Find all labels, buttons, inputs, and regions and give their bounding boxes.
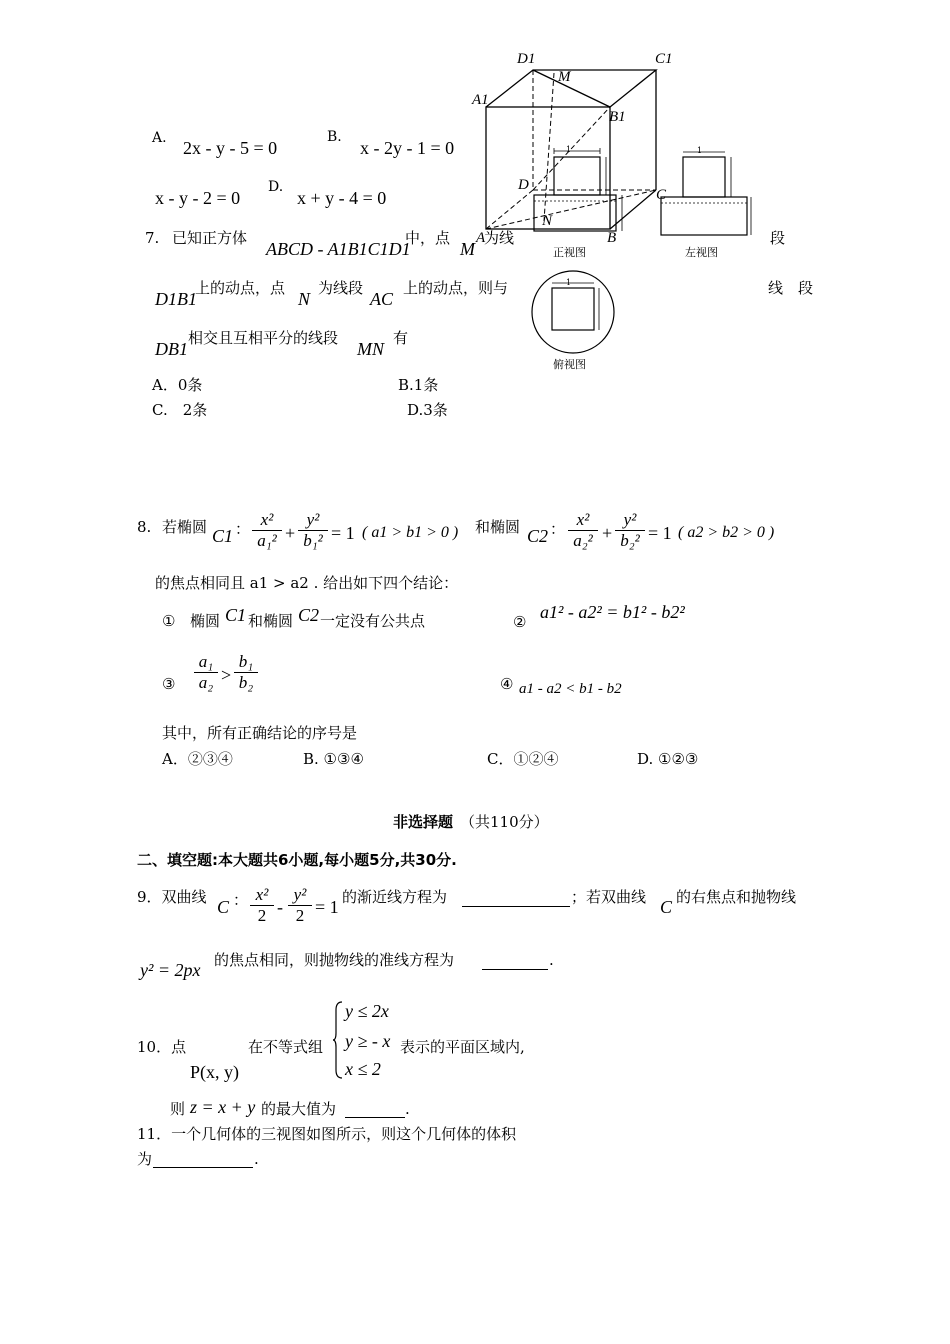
q8-s1-c2: C2 [298, 605, 320, 625]
q9-text4: 的焦点相同，则抛物线的准线方程为 [214, 951, 455, 969]
q7-seg-d1b1: D1B1 [155, 289, 197, 309]
q10-zexpr: z = x + y [190, 1097, 256, 1117]
label-m: M [558, 69, 571, 85]
side-view [655, 145, 765, 240]
q8-frac-y2-b1: y² b₁² [298, 511, 328, 550]
q10-number: 10．点 [137, 1038, 187, 1056]
q7-cube-name: ABCD - A1B1C1D1 [266, 239, 411, 259]
top-view-square [552, 288, 594, 330]
q8-cond1: ( a1 > b1 > 0 ) [362, 524, 459, 541]
q7-seg-ac: AC [370, 289, 394, 309]
q8-s1-text1: 椭圆 [190, 612, 221, 630]
q7-text7: 相交且互相平分的线段 [188, 329, 339, 347]
q9-number: 9．双曲线 [137, 888, 207, 906]
q7-text1: 已知正方体 [172, 229, 248, 247]
q6-option-a-label: A. [152, 130, 167, 146]
q7-text5: 为线段 [318, 279, 364, 297]
q8-text-and: 和椭圆 [475, 518, 521, 536]
q8-frac-a1-a2: a₁ a₂ [194, 653, 218, 692]
top-view [528, 268, 618, 356]
q9-text2: ；若双曲线 [571, 888, 647, 906]
front-view-caption: 正视图 [553, 246, 586, 259]
q8-c1: C1 [212, 526, 234, 546]
side-view-dim: 1 [697, 146, 703, 155]
q7-point-m: M [460, 239, 475, 259]
q8-frac-x2-a2: x² a₂² [568, 511, 598, 550]
q7-option-a: A．0条 [152, 376, 203, 394]
front-view-dim: 1 [566, 145, 572, 154]
q8-frac-x2-a1: x² a₁² [252, 511, 282, 550]
q7-text4: 上的动点，点 [195, 279, 286, 297]
q6-option-d-label: D. [268, 179, 284, 195]
q9-c: C [217, 897, 230, 917]
q9-blank1[interactable] [462, 890, 570, 907]
q8-cond2: ( a2 > b2 > 0 ) [678, 524, 775, 541]
q8-s1-text3: 一定没有公共点 [320, 612, 426, 630]
section-score: （共110分） [460, 813, 549, 831]
q6-option-c-expr: x - y - 2 = 0 [155, 188, 241, 208]
q8-option-a: A．②③④ [162, 750, 233, 768]
q11-line1: 11．一个几何体的三视图如图所示，则这个几何体的体积 [137, 1125, 517, 1143]
front-view [530, 145, 620, 240]
q7-tail2: 线 段 [768, 279, 814, 297]
q10-text3: 则 [170, 1100, 186, 1118]
q10-text2: 表示的平面区域内, [400, 1038, 525, 1056]
label-c: C [656, 187, 667, 203]
q11-end: . [254, 1150, 259, 1168]
q6-option-b-expr: x - 2y - 1 = 0 [360, 138, 455, 158]
top-view-caption: 俯视图 [553, 358, 586, 371]
top-view-dim: 1 [566, 278, 572, 287]
q9-c2: C [660, 897, 673, 917]
side-view-caption: 左视图 [685, 246, 718, 259]
q7-point-n: N [298, 289, 311, 309]
q6-option-a-expr: 2x - y - 5 = 0 [183, 138, 278, 158]
q6-option-b-label: B. [327, 129, 342, 145]
q8-line2: 的焦点相同且 a1 > a2 . 给出如下四个结论： [155, 574, 459, 592]
q8-option-c: C．①②④ [487, 750, 559, 768]
q7-option-d: D.3条 [407, 401, 448, 419]
q7-option-c: C. 2条 [152, 401, 208, 419]
q8-s4-expr: a1 - a2 < b1 - b2 [519, 681, 622, 697]
q8-frac-y2-b2: y² b₂² [615, 511, 645, 550]
q7-text6: 上的动点，则与 [403, 279, 509, 297]
section-title: 非选择题 [393, 813, 454, 831]
q8-s2-num: ② [513, 613, 527, 631]
q7-option-b: B.1条 [398, 376, 439, 394]
q10-point: P(x, y) [190, 1062, 239, 1082]
q7-text8: 有 [393, 329, 409, 347]
q10-ineq2: y ≥ - x [345, 1031, 391, 1051]
q7-seg-mn: MN [357, 339, 384, 359]
q10-ineq3: x ≤ 2 [345, 1059, 381, 1079]
q7-tail1: 段 [770, 229, 786, 247]
side-view-upper-box [683, 157, 725, 197]
q9-blank2[interactable] [482, 953, 548, 970]
label-c1: C1 [655, 51, 673, 67]
q8-s3-num: ③ [162, 675, 176, 693]
part2-heading: 二、填空题:本大题共6小题,每小题5分,共30分. [137, 851, 457, 869]
q10-blank[interactable] [345, 1101, 405, 1118]
q10-brace [333, 1000, 343, 1080]
q7-seg-db1: DB1 [155, 339, 188, 359]
q9-frac-x2: x² 2 [250, 886, 274, 925]
q10-ineq1: y ≤ 2x [345, 1001, 389, 1021]
q8-s1-text2: 和椭圆 [248, 612, 294, 630]
q8-number: 8. [137, 518, 152, 536]
q9-frac-y2: y² 2 [288, 886, 312, 925]
q8-colon2: ： [550, 520, 566, 538]
q9-text1: 的渐近线方程为 [342, 888, 448, 906]
q8-question: 其中，所有正确结论的序号是 [162, 724, 358, 742]
q8-text1: 若椭圆 [162, 518, 208, 536]
q11-line2: 为 [137, 1150, 153, 1168]
q10-text4: 的最大值为 [261, 1100, 337, 1118]
q8-s4-num: ④ [500, 675, 514, 693]
front-view-upper-box [554, 157, 600, 195]
q11-blank[interactable] [153, 1151, 253, 1168]
q8-c2: C2 [527, 526, 549, 546]
q8-s1-num: ① [162, 612, 176, 630]
label-d1: D1 [517, 51, 536, 67]
label-a1: A1 [472, 92, 489, 108]
q8-colon1: ： [235, 520, 251, 538]
label-n: N [542, 213, 553, 229]
q9-end: . [549, 951, 554, 969]
q7-text3: 为线 [484, 229, 515, 247]
label-b: B [607, 230, 617, 246]
q9-parabola: y² = 2px [140, 960, 201, 980]
q8-option-b: B. ①③④ [303, 750, 364, 768]
q8-s1-c1: C1 [225, 605, 247, 625]
label-a: A [476, 230, 486, 246]
front-view-lower-box [534, 195, 616, 231]
q8-frac-b1-b2: b₁ b₂ [234, 653, 258, 692]
q7-number: 7. [145, 229, 160, 247]
cube-diagonal-d1b1 [533, 70, 610, 107]
q10-text1: 在不等式组 [248, 1038, 324, 1056]
q8-option-d: D. ①②③ [637, 750, 699, 768]
label-d: D [518, 177, 529, 193]
q8-s2-expr: a1² - a2² = b1² - b2² [540, 602, 685, 622]
q9-colon: ： [233, 891, 249, 909]
q9-text3: 的右焦点和抛物线 [676, 888, 797, 906]
label-b1: B1 [609, 109, 626, 125]
q6-option-d-expr: x + y - 4 = 0 [297, 188, 387, 208]
q10-end: . [405, 1100, 410, 1118]
q7-text2: 中，点 [405, 229, 451, 247]
